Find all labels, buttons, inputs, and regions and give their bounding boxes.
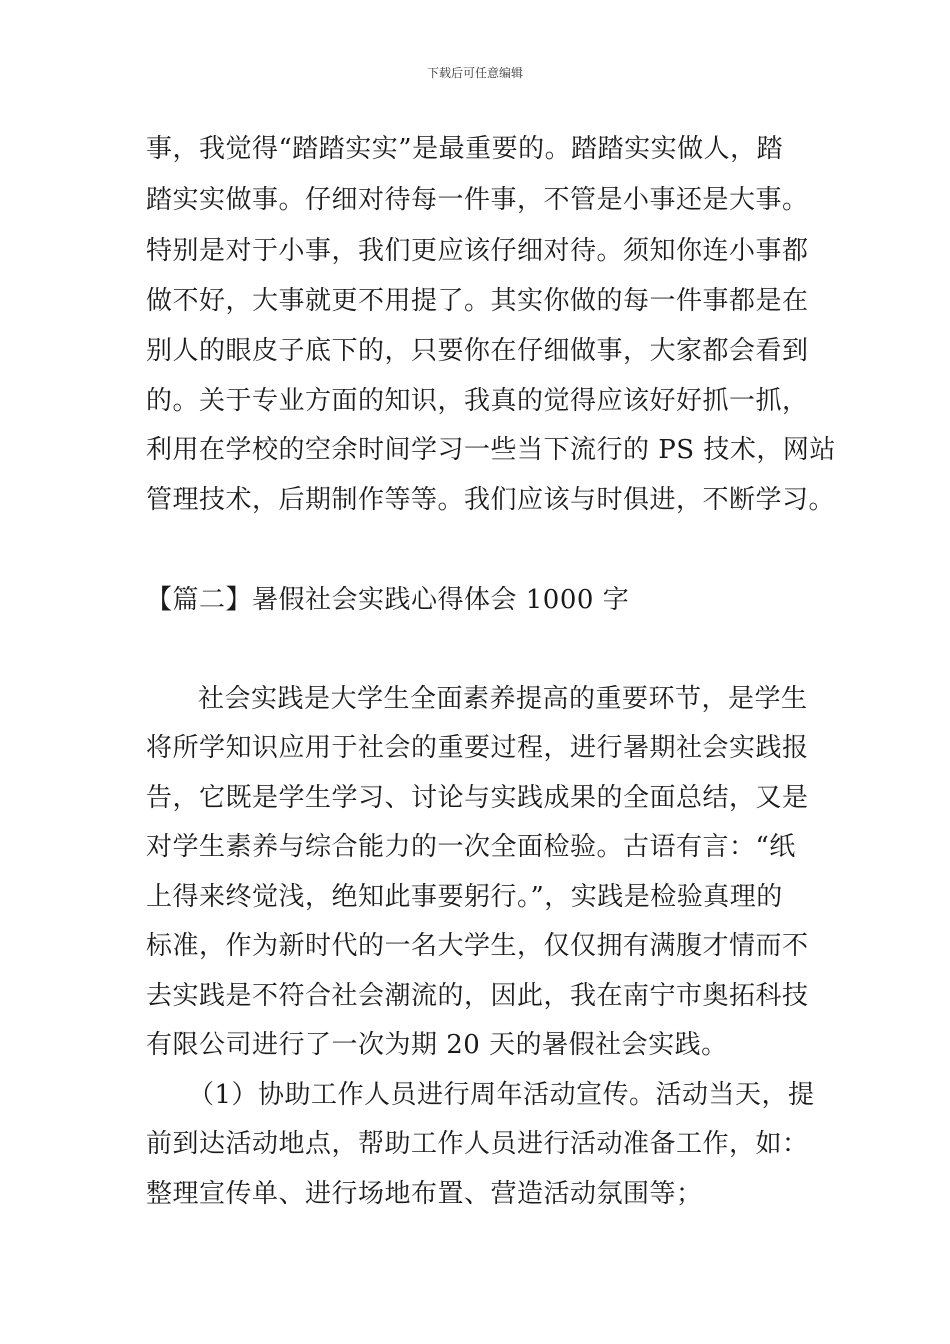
text-line: 的。关于专业方面的知识，我真的觉得应该好好抓一抓，: [146, 386, 809, 416]
text-line: 告，它既是学生学习、讨论与实践成果的全面总结，又是: [146, 783, 809, 813]
text-line: 利用在学校的空余时间学习一些当下流行的 PS 技术，网站: [146, 435, 836, 465]
text-line: 整理宣传单、进行场地布置、营造活动氛围等；: [146, 1179, 703, 1209]
text-line: 社会实践是大学生全面素养提高的重要环节，是学生: [198, 684, 808, 714]
text-line: 去实践是不符合社会潮流的，因此，我在南宁市奥拓科技: [146, 981, 809, 1011]
text-line: （1）协助工作人员进行周年活动宣传。活动当天，提: [188, 1080, 815, 1110]
text-line: 踏实实做事。仔细对待每一件事，不管是小事还是大事。: [146, 185, 809, 215]
text-line: 特别是对于小事，我们更应该仔细对待。须知你连小事都: [146, 236, 809, 266]
text-line: 别人的眼皮子底下的，只要你在仔细做事，大家都会看到: [146, 336, 809, 366]
text-line: 事，我觉得“踏踏实实”是最重要的。踏踏实实做人，踏: [146, 134, 784, 164]
text-line: 管理技术，后期制作等等。我们应该与时俱进，不断学习。: [146, 485, 836, 515]
text-line: 有限公司进行了一次为期 20 天的暑假社会实践。: [146, 1030, 728, 1060]
text-line: 上得来终觉浅，绝知此事要躬行。”，实践是检验真理的: [146, 882, 783, 912]
page-header: 下载后可任意编辑: [426, 66, 523, 80]
section-heading: 【篇二】暑假社会实践心得体会 1000 字: [146, 585, 630, 615]
text-line: 前到达活动地点，帮助工作人员进行活动准备工作，如：: [146, 1129, 809, 1159]
text-line: 对学生素养与综合能力的一次全面检验。古语有言：“纸: [146, 832, 796, 862]
text-line: 做不好，大事就更不用提了。其实你做的每一件事都是在: [146, 286, 809, 316]
text-line: 将所学知识应用于社会的重要过程，进行暑期社会实践报: [146, 733, 809, 763]
text-line: 标准，作为新时代的一名大学生，仅仅拥有满腹才情而不: [146, 931, 809, 961]
